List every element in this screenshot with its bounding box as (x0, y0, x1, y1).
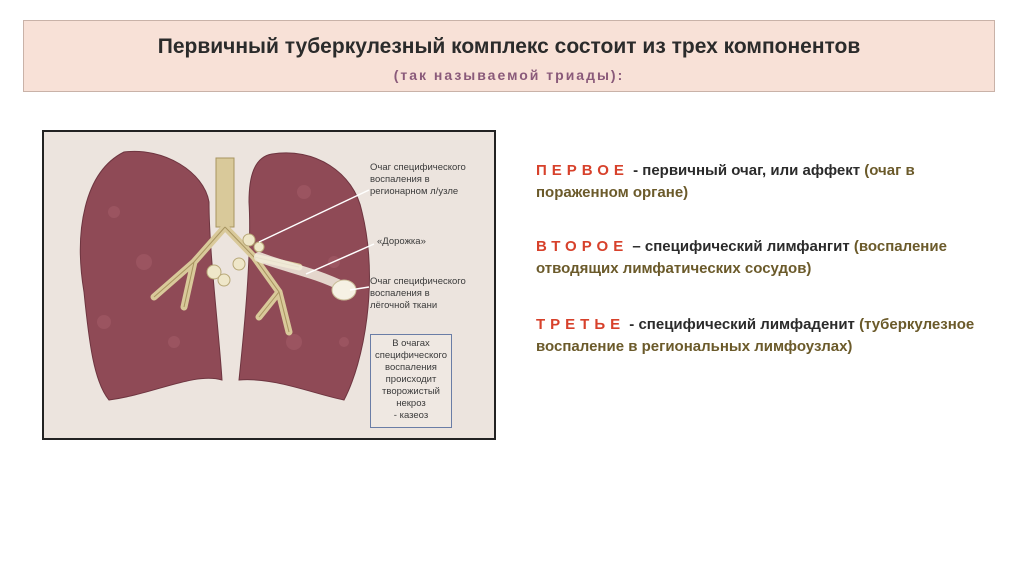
point-first-desc: - первичный очаг, или аффект (628, 162, 861, 179)
label-lung-focus: Очаг специфического воспаления в лёгочной ткани (370, 276, 466, 311)
point-second-keyword: ВТОРОЕ (536, 238, 629, 255)
point-first (536, 160, 976, 204)
point-first-detail: (очаг в пораженном органе) (536, 162, 915, 201)
left-lung (80, 151, 222, 400)
point-third-keyword: ТРЕТЬЕ (536, 316, 626, 333)
lung-illustration (42, 130, 496, 440)
point-first-keyword: ПЕРВОЕ (536, 162, 629, 179)
point-third-desc: - специфический лимфаденит (625, 316, 855, 333)
title-banner (23, 20, 995, 92)
point-third (536, 314, 976, 358)
caseation-note: В очагах специфического воспаления происходит творожистый некроз - казеоз (370, 334, 452, 428)
point-second (536, 236, 976, 280)
slide-subtitle: (так называемой триады): (393, 67, 625, 83)
label-node-focus: Очаг специфического воспаления в регионарном л/узле (370, 162, 466, 197)
point-third-detail: (туберкулезное воспаление в региональных лимфоузлах) (536, 316, 975, 355)
trachea (216, 158, 234, 227)
point-second-desc: – специфический лимфангит (628, 238, 850, 255)
slide-title: Первичный туберкулезный комплекс состоит из трех компонентов (157, 35, 861, 58)
label-path: «Дорожка» (377, 236, 426, 247)
point-second-detail: (воспаление отводящих лимфатических сосудов) (536, 238, 947, 277)
